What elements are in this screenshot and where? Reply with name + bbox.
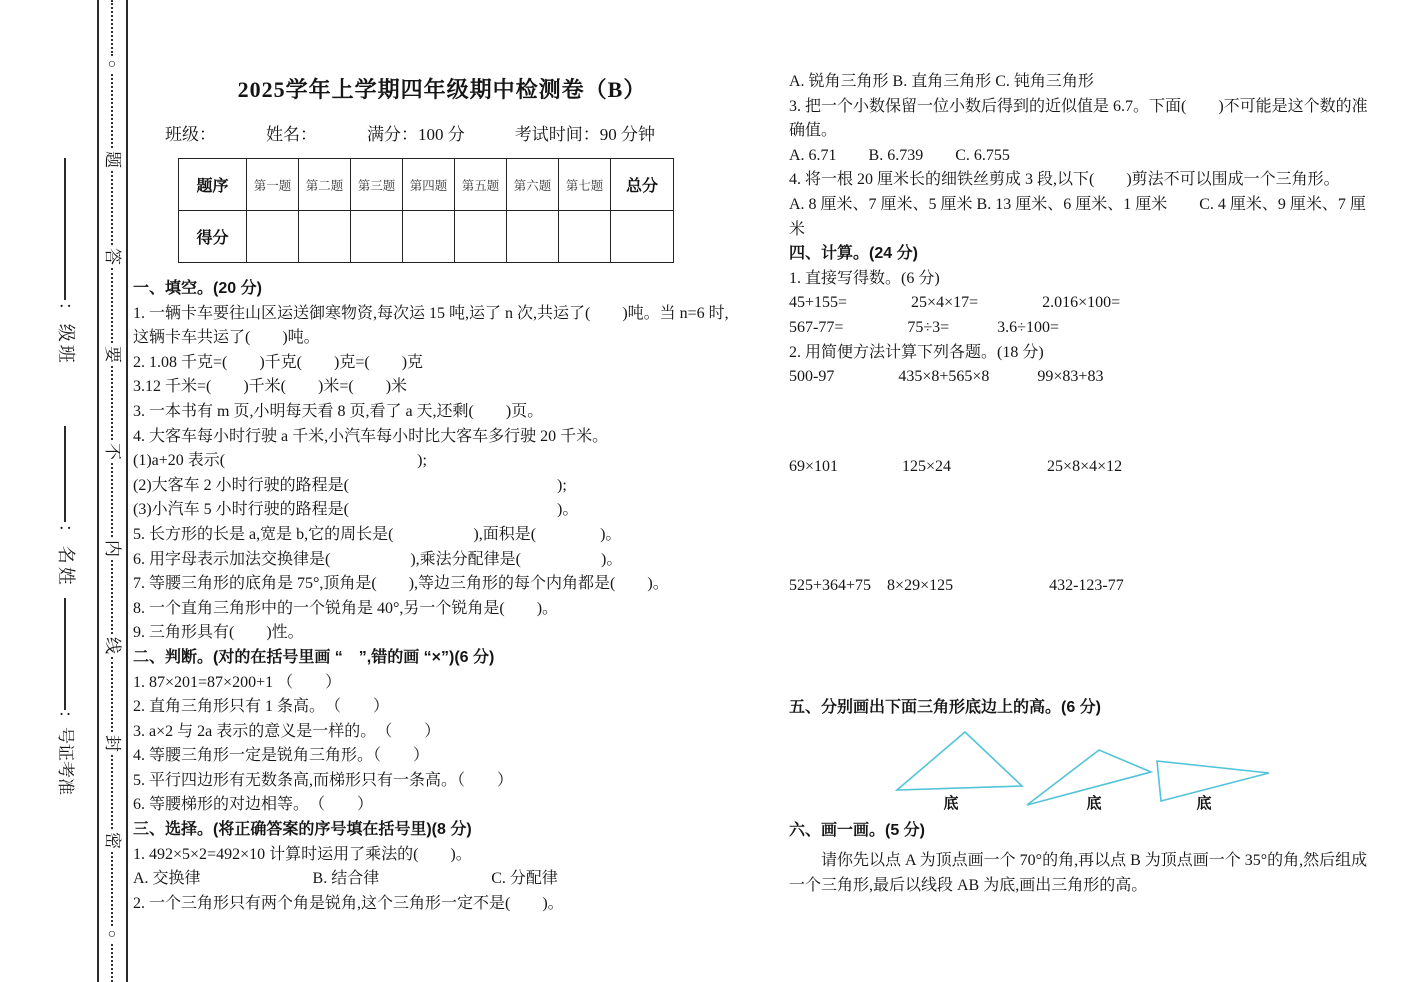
base-label: 底 bbox=[1086, 794, 1102, 812]
option-line: 米 bbox=[789, 220, 806, 238]
left-column bbox=[133, 75, 751, 916]
seal-char: 封 bbox=[102, 734, 122, 752]
dotted-segment bbox=[111, 463, 113, 537]
question-line: 2. 1.08 千克=( )千克( )克=( )克 bbox=[133, 353, 424, 371]
math-line: 567-77= 75÷3= 3.6÷100= bbox=[789, 318, 1059, 336]
column-header: 第七题 bbox=[559, 159, 611, 211]
section-heading: 三、选择。(将正确答案的序号填在括号里)(8 分) bbox=[133, 821, 472, 839]
math-line: 525+364+75 8×29×125 432-123-77 bbox=[789, 577, 1124, 595]
question-line: 请你先以点 A 为顶点画一个 70°的角,再以点 B 为顶点画一个 35°的角,然后组成 bbox=[789, 852, 1368, 870]
margin-label-char: ： bbox=[55, 301, 76, 320]
margin-label-char: 姓 bbox=[55, 566, 76, 585]
section-heading: 六、画一画。(5 分) bbox=[789, 821, 926, 839]
seal-char: 答 bbox=[102, 248, 122, 266]
question-line: 3. a×2 与 2a 表示的意义是一样的。 （ ） bbox=[133, 722, 441, 740]
dotted-segment bbox=[111, 0, 113, 56]
question-line: 3. 把一个小数保留一位小数后得到的近似值是 6.7。下面( )不可能是这个数的准 bbox=[789, 97, 1368, 115]
option-line: A. 6.71 B. 6.739 C. 6.755 bbox=[789, 146, 1010, 164]
question-line: 确值。 bbox=[789, 122, 838, 140]
header-score: 得分 bbox=[179, 211, 247, 263]
score-cell-empty bbox=[455, 211, 507, 263]
question-line: 8. 一个直角三角形中的一个锐角是 40°,另一个锐角是( )。 bbox=[133, 599, 559, 617]
header-total: 总分 bbox=[611, 159, 674, 211]
score-cell-empty bbox=[403, 211, 455, 263]
question-line: 6. 用字母表示加法交换律是( ),乘法分配律是( )。 bbox=[133, 550, 623, 568]
margin-label-char: ： bbox=[55, 710, 75, 727]
dotted-segment bbox=[111, 560, 113, 634]
seal-border-line bbox=[126, 0, 128, 982]
margin-label-char: ： bbox=[55, 523, 76, 542]
question-line: 3.12 千米=( )千米( )米=( )米 bbox=[133, 378, 408, 396]
question-line: 4. 等腰三角形一定是锐角三角形。（ ） bbox=[133, 747, 430, 765]
dotted-segment bbox=[111, 852, 113, 926]
name-field: 姓名： bbox=[266, 125, 317, 144]
question-line: 1. 87×201=87×200+1 （ ） bbox=[133, 673, 342, 691]
margin-label-char: 号 bbox=[55, 727, 75, 744]
table-row bbox=[179, 159, 674, 211]
score-cell-empty bbox=[507, 211, 559, 263]
triangle-3 bbox=[1157, 761, 1269, 801]
math-line: 500-97 435×8+565×8 99×83+83 bbox=[789, 368, 1104, 386]
question-line: 2. 一个三角形只有两个角是锐角,这个三角形一定不是( )。 bbox=[133, 894, 564, 912]
dotted-segment bbox=[111, 74, 113, 148]
full-score-label: 满分：100 分 bbox=[367, 125, 465, 144]
dotted-segment bbox=[111, 657, 113, 731]
blank-line bbox=[64, 598, 66, 710]
margin-label-char: 准 bbox=[55, 778, 75, 795]
question-line: 3. 一本书有 m 页,小明每天看 8 页,看了 a 天,还剩( )页。 bbox=[133, 402, 544, 420]
question-line: 2. 直角三角形只有 1 条高。 （ ） bbox=[133, 698, 390, 716]
margin-label-char: 证 bbox=[55, 744, 75, 761]
margin-label-char: 名 bbox=[55, 545, 76, 564]
section-heading: 一、填空。(20 分) bbox=[133, 280, 262, 297]
question-line: 一个三角形,最后以线段 AB 为底,画出三角形的高。 bbox=[789, 876, 1148, 894]
column-header: 第五题 bbox=[455, 159, 507, 211]
section-heading: 二、判断。(对的在括号里画 “ ”,错的画 “×”)(6 分) bbox=[133, 648, 495, 666]
score-table bbox=[178, 158, 674, 263]
seal-char: 要 bbox=[102, 345, 122, 363]
column-header: 第二题 bbox=[299, 159, 351, 211]
question-line: 4. 大客车每小时行驶 a 千米,小汽车每小时比大客车多行驶 20 千米。 bbox=[133, 427, 609, 445]
seal-char: 不 bbox=[102, 442, 122, 460]
header-question-order: 题序 bbox=[179, 159, 247, 211]
score-cell-empty bbox=[559, 211, 611, 263]
triangle-1 bbox=[897, 732, 1022, 790]
left-text-block bbox=[133, 277, 751, 916]
question-line: 2. 用简便方法计算下列各题。(18 分) bbox=[789, 343, 1044, 361]
student-info-row bbox=[133, 120, 751, 145]
dotted-segment bbox=[111, 171, 113, 245]
question-line: 1. 492×5×2=492×10 计算时运用了乘法的( )。 bbox=[133, 845, 472, 863]
question-line: 9. 三角形具有( )性。 bbox=[133, 624, 304, 642]
question-line: 7. 等腰三角形的底角是 75°,顶角是( ),等边三角形的每个内角都是( )。 bbox=[133, 575, 669, 593]
seal-char: 题 bbox=[102, 151, 122, 169]
column-header: 第一题 bbox=[247, 159, 299, 211]
base-label: 底 bbox=[1196, 794, 1212, 812]
dotted-segment bbox=[111, 366, 113, 440]
right-column bbox=[789, 70, 1414, 898]
section-heading: 五、分别画出下面三角形底边上的高。(6 分) bbox=[789, 698, 1102, 716]
question-line: (2)大客车 2 小时行驶的路程是( ); bbox=[133, 476, 567, 494]
margin-label-char: 班 bbox=[55, 344, 76, 363]
question-line: (1)a+20 表示( ); bbox=[133, 452, 427, 470]
question-line: 5. 平行四边形有无数条高,而梯形只有一条高。（ ） bbox=[133, 771, 514, 789]
score-cell-empty bbox=[611, 211, 674, 263]
dotted-segment bbox=[111, 268, 113, 342]
section-heading: 四、计算。(24 分) bbox=[789, 245, 918, 263]
margin-label-class bbox=[50, 158, 80, 365]
math-line: 69×101 125×24 25×8×4×12 bbox=[789, 457, 1123, 475]
blank-line bbox=[64, 158, 66, 300]
column-header: 第四题 bbox=[403, 159, 455, 211]
question-line: 5. 长方形的长是 a,宽是 b,它的周长是( ),面积是( )。 bbox=[133, 525, 622, 543]
dotted-segment bbox=[111, 755, 113, 829]
question-line: 1. 一辆卡车要往山区运送御寒物资,每次运 15 吨,运了 n 次,共运了( )吨。当 n=6 时, bbox=[133, 304, 729, 322]
score-cell-empty bbox=[247, 211, 299, 263]
question-line: 4. 将一根 20 厘米长的细铁丝剪成 3 段,以下( )剪法不可以围成一个三角形。 bbox=[789, 171, 1340, 189]
class-field: 班级： bbox=[165, 125, 216, 144]
seal-char: 密 bbox=[102, 831, 122, 849]
seal-circle: ○ bbox=[107, 57, 117, 72]
margin-label-char: 级 bbox=[55, 323, 76, 342]
option-line: A. 8 厘米、7 厘米、5 厘米 B. 13 厘米、6 厘米、1 厘米 C. 4 厘米、9 厘米、7 厘 bbox=[789, 195, 1366, 213]
option-line: A. 锐角三角形 B. 直角三角形 C. 钝角三角形 bbox=[789, 73, 1094, 90]
math-line: 45+155= 25×4×17= 2.016×100= bbox=[789, 294, 1121, 312]
question-line: 1. 直接写得数。(6 分) bbox=[789, 269, 940, 287]
option-line: A. 交换律 B. 结合律 C. 分配律 bbox=[133, 870, 558, 888]
base-label: 底 bbox=[943, 794, 959, 812]
margin-label-char: 考 bbox=[55, 761, 75, 778]
blank-line bbox=[64, 426, 66, 522]
seal-char: 内 bbox=[102, 540, 122, 558]
question-line: (3)小汽车 5 小时行驶的路程是( )。 bbox=[133, 501, 579, 519]
question-line: 这辆卡车共运了( )吨。 bbox=[133, 329, 320, 347]
seal-circle: ○ bbox=[107, 926, 117, 942]
triangles-figure bbox=[889, 725, 1281, 813]
column-header: 第六题 bbox=[507, 159, 559, 211]
margin-label-exam-number bbox=[50, 598, 80, 795]
table-row bbox=[179, 211, 674, 263]
seal-dotted-line bbox=[99, 0, 125, 982]
dotted-segment bbox=[111, 944, 113, 982]
score-cell-empty bbox=[351, 211, 403, 263]
page-title: 2025学年上学期四年级期中检测卷（B） bbox=[237, 77, 647, 102]
seal-char: 线 bbox=[102, 637, 122, 655]
margin-label-name bbox=[50, 426, 80, 587]
time-label: 考试时间：90 分钟 bbox=[514, 125, 655, 144]
column-header: 第三题 bbox=[351, 159, 403, 211]
score-cell-empty bbox=[299, 211, 351, 263]
question-line: 6. 等腰梯形的对边相等。 （ ） bbox=[133, 796, 374, 814]
